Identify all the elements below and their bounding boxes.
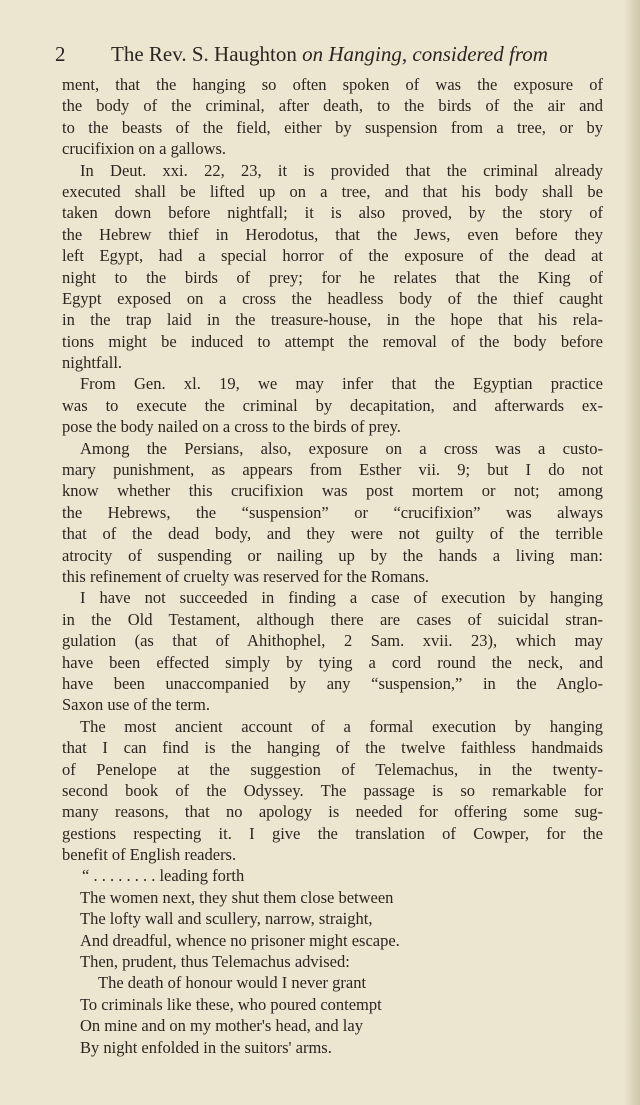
text-line: in the Old Testament, although there are cases of suicidal stran- xyxy=(62,609,603,629)
text-line: of Penelope at the suggestion of Telemachus, in the twenty- xyxy=(62,759,603,779)
text-line: tions might be induced to attempt the removal of the body before xyxy=(62,331,603,351)
text-line: was to execute the criminal by decapitation, and afterwards ex- xyxy=(62,395,603,415)
verse-line: Then, prudent, thus Telemachus advised: xyxy=(80,952,350,972)
text-line: gulation (as that of Ahithophel, 2 Sam. xvii. 23), which may xyxy=(62,631,603,651)
page-edge-shadow xyxy=(624,0,640,1105)
verse-line: The women next, they shut them close between xyxy=(80,887,394,907)
text-line: have been effected simply by tying a cord round the neck, and xyxy=(62,652,603,672)
text-line: Egypt exposed on a cross the headless body of the thief caught xyxy=(62,288,603,308)
text-line: crucifixion on a gallows. xyxy=(62,139,227,159)
text-line: executed shall be lifted up on a tree, and that his body shall be xyxy=(62,181,603,201)
text-line: have been unaccompanied by any “suspension,” in the Anglo- xyxy=(62,673,603,693)
verse-line: And dreadful, whence no prisoner might escape. xyxy=(80,930,400,950)
text-line: left Egypt, had a special horror of the exposure of the dead at xyxy=(62,246,603,266)
text-line: pose the body nailed on a cross to the birds of prey. xyxy=(62,417,401,437)
text-line: second book of the Odyssey. The passage is so remarkable for xyxy=(62,780,603,800)
text-line: taken down before nightfall; it is also proved, by the story of xyxy=(62,203,603,223)
text-line: night to the birds of prey; for he relates that the King of xyxy=(62,267,603,287)
text-line: benefit of English readers. xyxy=(62,845,237,865)
text-line: Among the Persians, also, exposure on a cross was a custo- xyxy=(80,438,603,458)
text-line: In Deut. xxi. 22, 23, it is provided that the criminal already xyxy=(80,160,603,180)
text-line: the body of the criminal, after death, to the birds of the air and xyxy=(62,96,603,116)
text-line: The most ancient account of a formal execution by hanging xyxy=(80,716,603,736)
text-line: the Hebrew thief in Herodotus, that the Jews, even before they xyxy=(62,224,603,244)
verse-line: The lofty wall and scullery, narrow, straight, xyxy=(80,909,373,929)
verse-line: On mine and on my mother's head, and lay xyxy=(80,1016,363,1036)
text-line: I have not succeeded in finding a case of execution by hanging xyxy=(80,588,603,608)
text-line: know whether this crucifixion was post mortem or not; among xyxy=(62,481,603,501)
page-number: 2 xyxy=(55,42,66,66)
running-title xyxy=(111,40,548,68)
verse-line: By night enfolded in the suitors' arms. xyxy=(80,1037,332,1057)
running-header xyxy=(55,40,603,68)
text-line: mary punishment, as appears from Esther vii. 9; but I do not xyxy=(62,460,603,480)
body-text xyxy=(62,74,603,1058)
verse-line: “ . . . . . . . . leading forth xyxy=(82,866,245,886)
text-line: that of the dead body, and they were not guilty of the terrible xyxy=(62,524,603,544)
text-line: ment, that the hanging so often spoken of was the exposure of xyxy=(62,75,603,94)
running-title-author: The Rev. S. Haughton xyxy=(111,42,303,66)
text-line: gestions respecting it. I give the translation of Cowper, for the xyxy=(62,823,603,843)
text-line: Saxon use of the term. xyxy=(62,695,211,715)
text-line: From Gen. xl. 19, we may infer that the Egyptian practice xyxy=(80,374,603,394)
verse-line: To criminals like these, who poured contempt xyxy=(80,994,382,1014)
text-line: in the trap laid in the treasure-house, in the hope that his rela- xyxy=(62,310,603,330)
running-title-italic: on Hanging, considered from xyxy=(302,42,548,66)
text-line: to the beasts of the field, either by suspension from a tree, or by xyxy=(62,117,603,137)
text-line: atrocity of suspending or nailing up by the hands a living man: xyxy=(62,545,603,565)
text-line: the Hebrews, the “suspension” or “crucifixion” was always xyxy=(62,502,603,522)
verse-line: The death of honour would I never grant xyxy=(98,973,367,993)
text-line: this refinement of cruelty was reserved for the Romans. xyxy=(62,566,430,586)
text-line: that I can find is the hanging of the twelve faithless handmaids xyxy=(62,738,603,758)
text-line: nightfall. xyxy=(62,353,123,373)
text-line: many reasons, that no apology is needed for offering some sug- xyxy=(62,802,603,822)
